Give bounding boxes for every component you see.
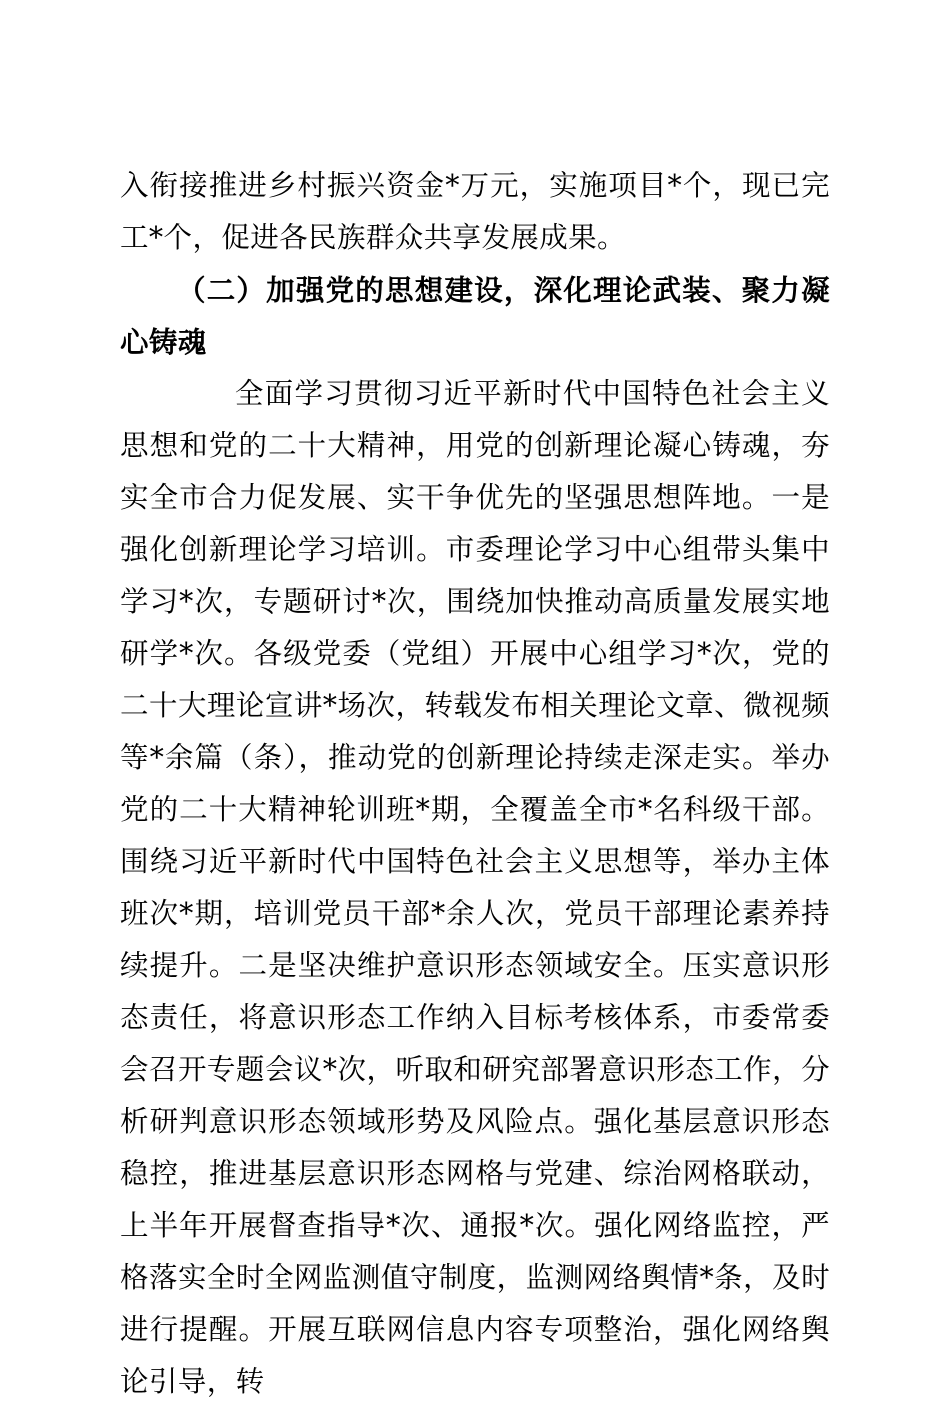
document-body xyxy=(120,160,830,1408)
paragraph-body-1-text: 全面学习贯彻习近平新时代中国特色社会主义思想和党的二十大精神，用党的创新理论凝心铸魂，夯实全市合力促发展、实干争优先的坚强思想阵地。一是强化创新理论学习培训。市委理论学习中心组带头集中学习*次，专题研讨*次，围绕加快推动高质量发展实地研学*次。各级党委（党组）开展中心组学习*次，党的二十大理论宣讲*场次，转载发布相关理论文章、微视频等*余篇（条），推动党的创新理论持续走深走实。举办党的二十大精神轮训班*期，全覆盖全市*名科级干部。围绕习近平新时代中国特色社会主义思想等，举办主体班次*期，培训党员干部*余人次，党员干部理论素养持续提升。二是坚决维护意识形态领域安全。压实意识形态责任，将意识形态工作纳入目标考核体系，市委常委会召开专题会议*次，听取和研究部署意识形态工作，分析研判意识形态领域形势及风险点。强化基层意识形态稳控，推进基层意识形态网格与党建、综治网格联动，上半年开展督查指导*次、通报*次。强化网络监控，严格落实全时全网监测值守制度，监测网络舆情*条，及时进行提醒。开展互联网信息内容专项整治，强化网络舆论引导，转 xyxy=(120,377,830,1398)
section-heading-2: （二）加强党的思想建设，深化理论武装、聚力凝心铸魂 xyxy=(120,273,830,359)
paragraph-continuation: 入衔接推进乡村振兴资金*万元，实施项目*个，现已完工*个，促进各民族群众共享发展成果。 xyxy=(120,169,830,254)
paragraph-body-1 xyxy=(120,368,830,1408)
